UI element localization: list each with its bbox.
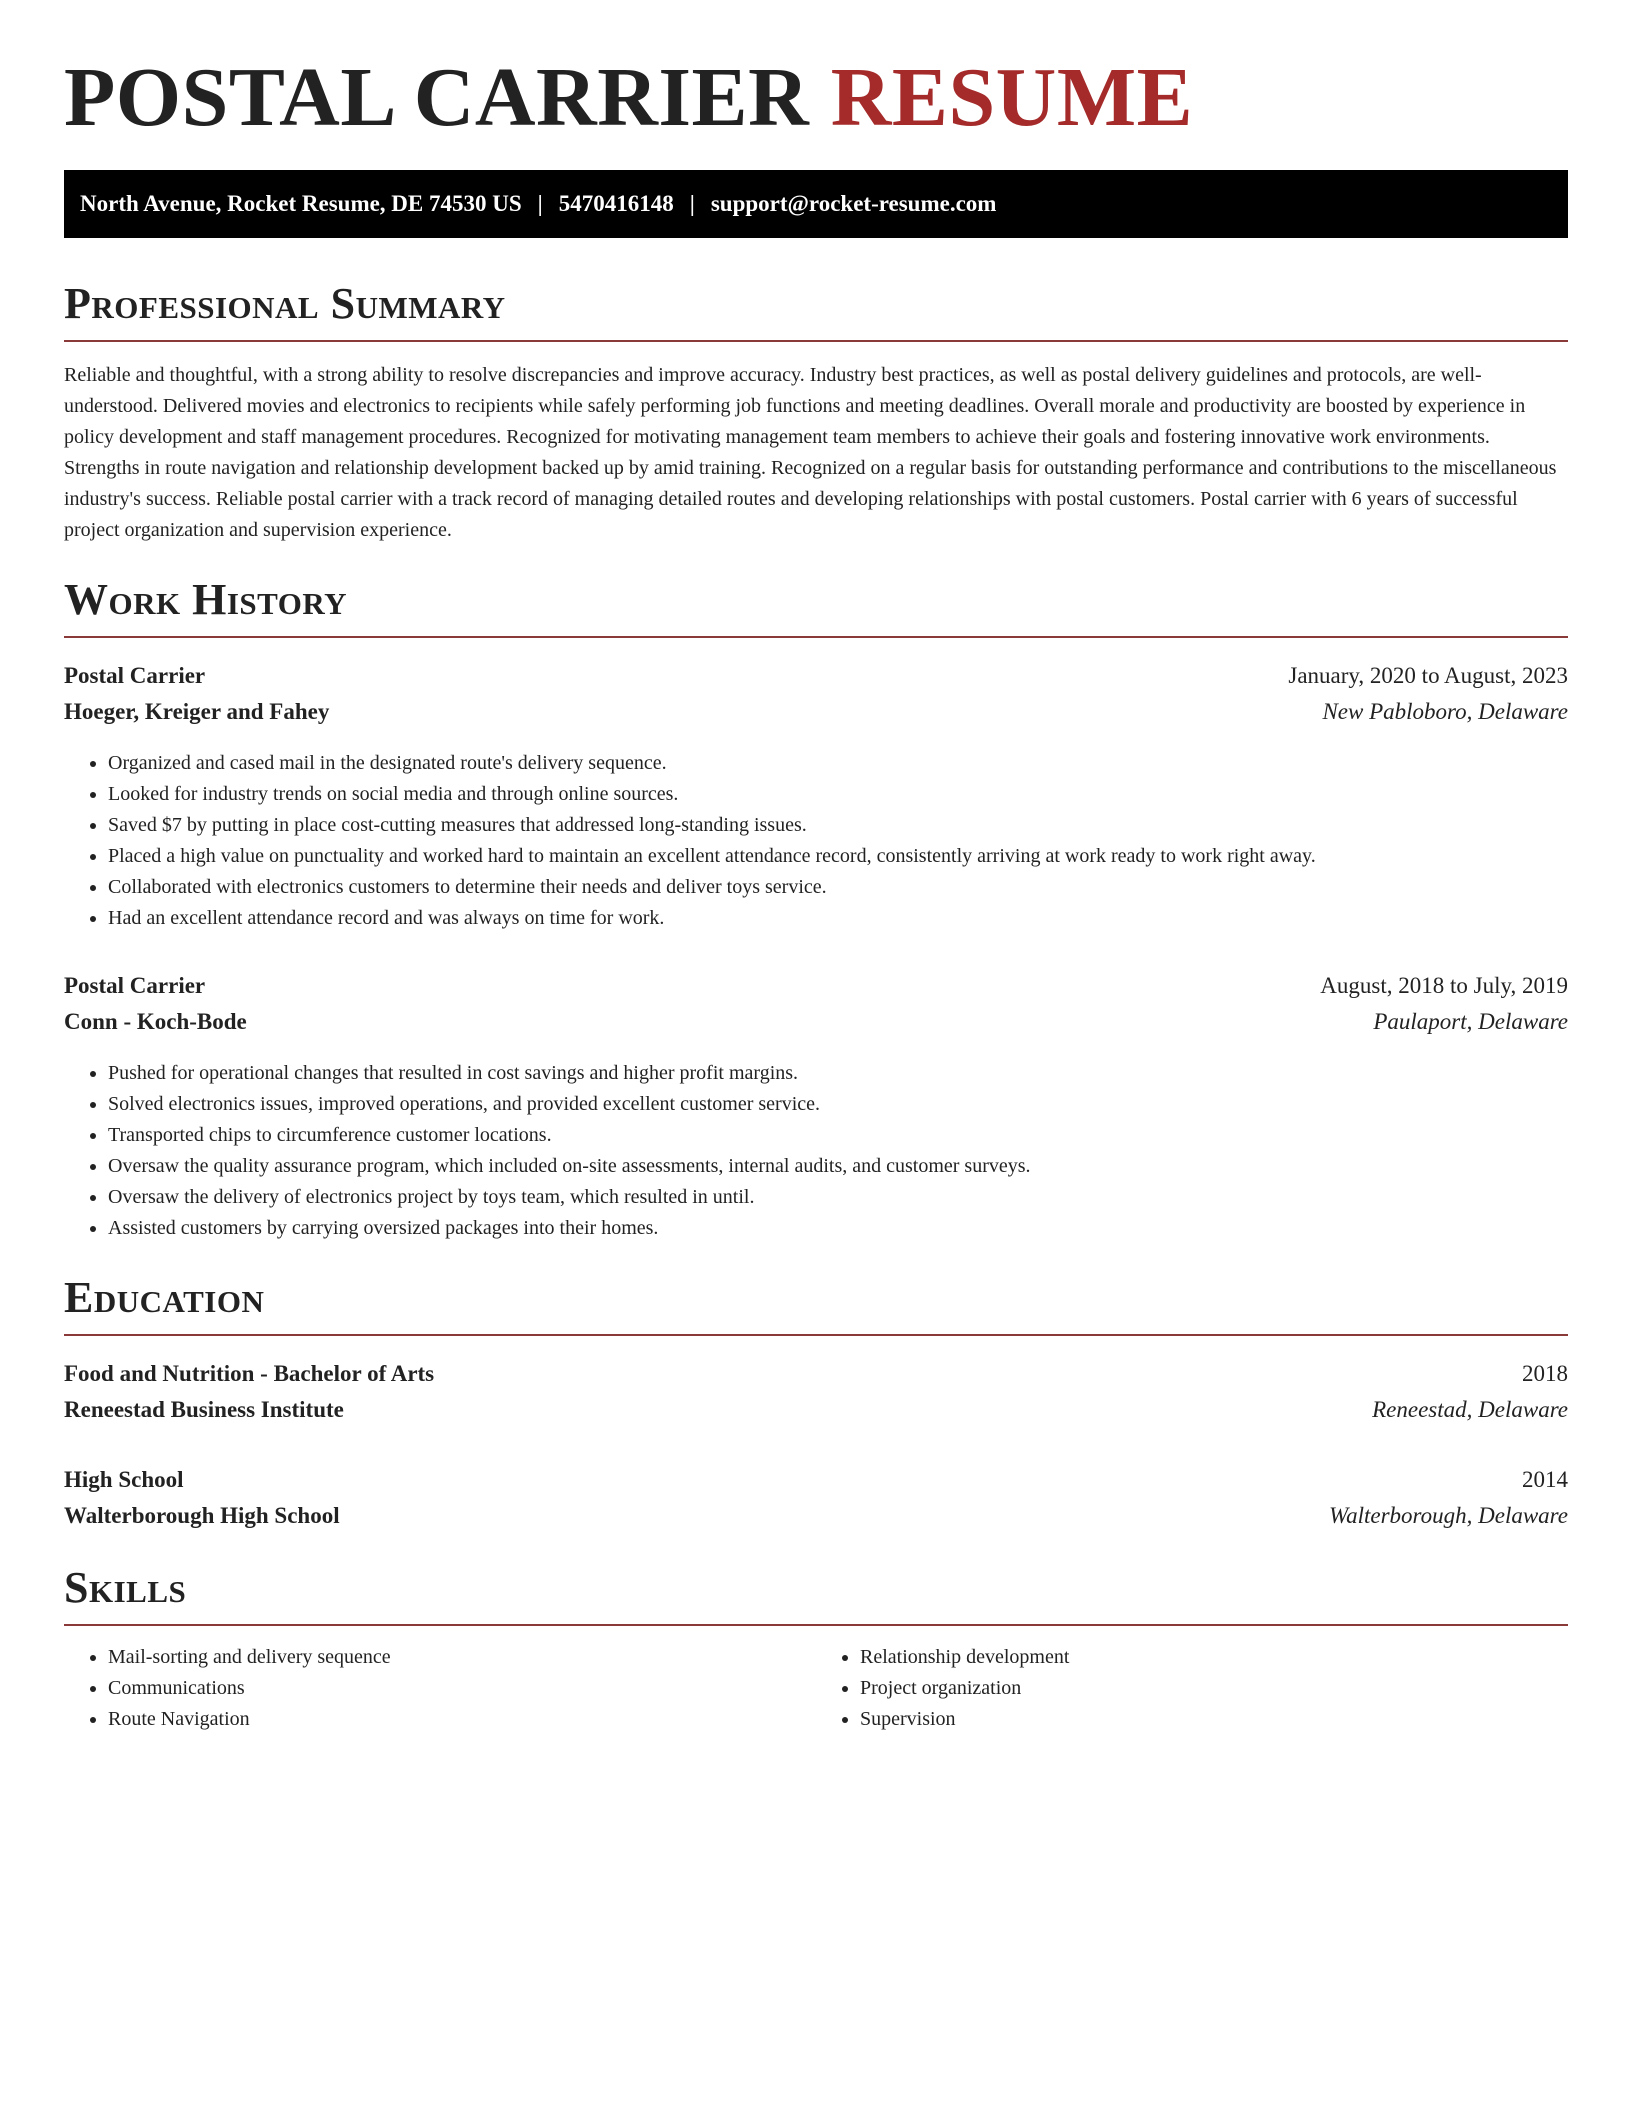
education-entry bbox=[64, 1356, 1568, 1428]
list-item: • Pushed for operational changes that resulted in cost savings and higher profit margins. bbox=[108, 1058, 1568, 1089]
job-company: Hoeger, Kreiger and Fahey bbox=[64, 699, 330, 724]
list-item: • Saved $7 by putting in place cost-cutting measures that addressed long-standing issues. bbox=[108, 810, 1568, 841]
education-location: Walterborough, Delaware bbox=[1329, 1503, 1568, 1528]
education-school: Walterborough High School bbox=[64, 1503, 340, 1528]
skills-list-left bbox=[64, 1642, 816, 1735]
list-item: • Oversaw the delivery of electronics project by toys team, which resulted in until. bbox=[108, 1182, 1568, 1213]
list-item: • Collaborated with electronics customers to determine their needs and deliver toys service. bbox=[108, 872, 1568, 903]
education-year: 2014 bbox=[1522, 1467, 1568, 1492]
skill-item: • Route Navigation bbox=[108, 1704, 816, 1735]
summary-text: Reliable and thoughtful, with a strong ability to resolve discrepancies and improve accuracy. Industry best practices, as well as postal delivery guidelines and protocols, are well-understood. Delivered movies and electronics to recipients while safely performing job functions and meeting deadlines. Overall morale and productivity are boosted by experience in policy development and staff management procedures. Recognized for motivating management team members to achieve their goals and fostering innovative work environments. Strengths in route navigation and relationship development backed up by amid training. Recognized on a regular basis for outstanding performance and contributions to the miscellaneous industry's success. Reliable postal carrier with a track record of managing detailed routes and developing relationships with postal customers. Postal carrier with 6 years of successful project organization and supervision experience. bbox=[64, 364, 1557, 541]
contact-separator: | bbox=[537, 191, 543, 216]
education-entry bbox=[64, 1462, 1568, 1534]
job-dates: January, 2020 to August, 2023 bbox=[1288, 663, 1568, 688]
job-title: Postal Carrier bbox=[64, 973, 206, 998]
job-entry bbox=[64, 658, 1568, 934]
list-item: • Solved electronics issues, improved operations, and provided excellent customer service. bbox=[108, 1089, 1568, 1120]
job-title: Postal Carrier bbox=[64, 663, 206, 688]
skill-item: • Communications bbox=[108, 1673, 816, 1704]
contact-bar bbox=[64, 170, 1568, 238]
contact-email: support@rocket-resume.com bbox=[710, 191, 997, 216]
skills-list-right bbox=[816, 1642, 1568, 1735]
skills-columns bbox=[64, 1642, 1568, 1735]
contact-separator: | bbox=[689, 191, 695, 216]
list-item: • Looked for industry trends on social media and through online sources. bbox=[108, 779, 1568, 810]
job-company: Conn - Koch-Bode bbox=[64, 1009, 247, 1034]
work-history-heading: Work History bbox=[64, 578, 1568, 638]
title-accent: RESUME bbox=[830, 51, 1194, 144]
job-dates: August, 2018 to July, 2019 bbox=[1320, 973, 1568, 998]
list-item: • Oversaw the quality assurance program, which included on-site assessments, internal audits, and customer surveys. bbox=[108, 1151, 1568, 1182]
list-item: • Placed a high value on punctuality and worked hard to maintain an excellent attendance record, consistently arriving at work ready to work right away. bbox=[108, 841, 1568, 872]
list-item: • Assisted customers by carrying oversized packages into their homes. bbox=[108, 1213, 1568, 1244]
education-degree: High School bbox=[64, 1467, 184, 1492]
summary-heading: Professional Summary bbox=[64, 282, 1568, 342]
list-item: • Organized and cased mail in the designated route's delivery sequence. bbox=[108, 748, 1568, 779]
skill-item: • Supervision bbox=[860, 1704, 1568, 1735]
education-section bbox=[64, 1273, 1568, 1534]
job-bullets bbox=[64, 1058, 1568, 1244]
education-location: Reneestad, Delaware bbox=[1372, 1397, 1568, 1422]
skill-item: • Relationship development bbox=[860, 1642, 1568, 1673]
contact-phone: 5470416148 bbox=[558, 191, 674, 216]
skills-heading: Skills bbox=[64, 1566, 1568, 1626]
resume-title bbox=[64, 50, 1568, 144]
summary-section bbox=[64, 279, 1568, 546]
education-school: Reneestad Business Institute bbox=[64, 1397, 344, 1422]
skills-section bbox=[64, 1563, 1568, 1735]
job-entry bbox=[64, 968, 1568, 1244]
education-degree: Food and Nutrition - Bachelor of Arts bbox=[64, 1361, 435, 1386]
contact-address: North Avenue, Rocket Resume, DE 74530 US bbox=[80, 191, 522, 216]
skill-item: • Mail-sorting and delivery sequence bbox=[108, 1642, 816, 1673]
job-bullets bbox=[64, 748, 1568, 934]
resume-page bbox=[64, 0, 1568, 1735]
skill-item: • Project organization bbox=[860, 1673, 1568, 1704]
list-item: • Had an excellent attendance record and was always on time for work. bbox=[108, 903, 1568, 934]
education-heading: Education bbox=[64, 1276, 1568, 1336]
job-location: Paulaport, Delaware bbox=[1373, 1009, 1568, 1034]
education-year: 2018 bbox=[1522, 1361, 1568, 1386]
title-main: POSTAL CARRIER bbox=[64, 51, 810, 144]
work-history-section bbox=[64, 575, 1568, 1244]
job-location: New Pabloboro, Delaware bbox=[1322, 699, 1568, 724]
list-item: • Transported chips to circumference customer locations. bbox=[108, 1120, 1568, 1151]
